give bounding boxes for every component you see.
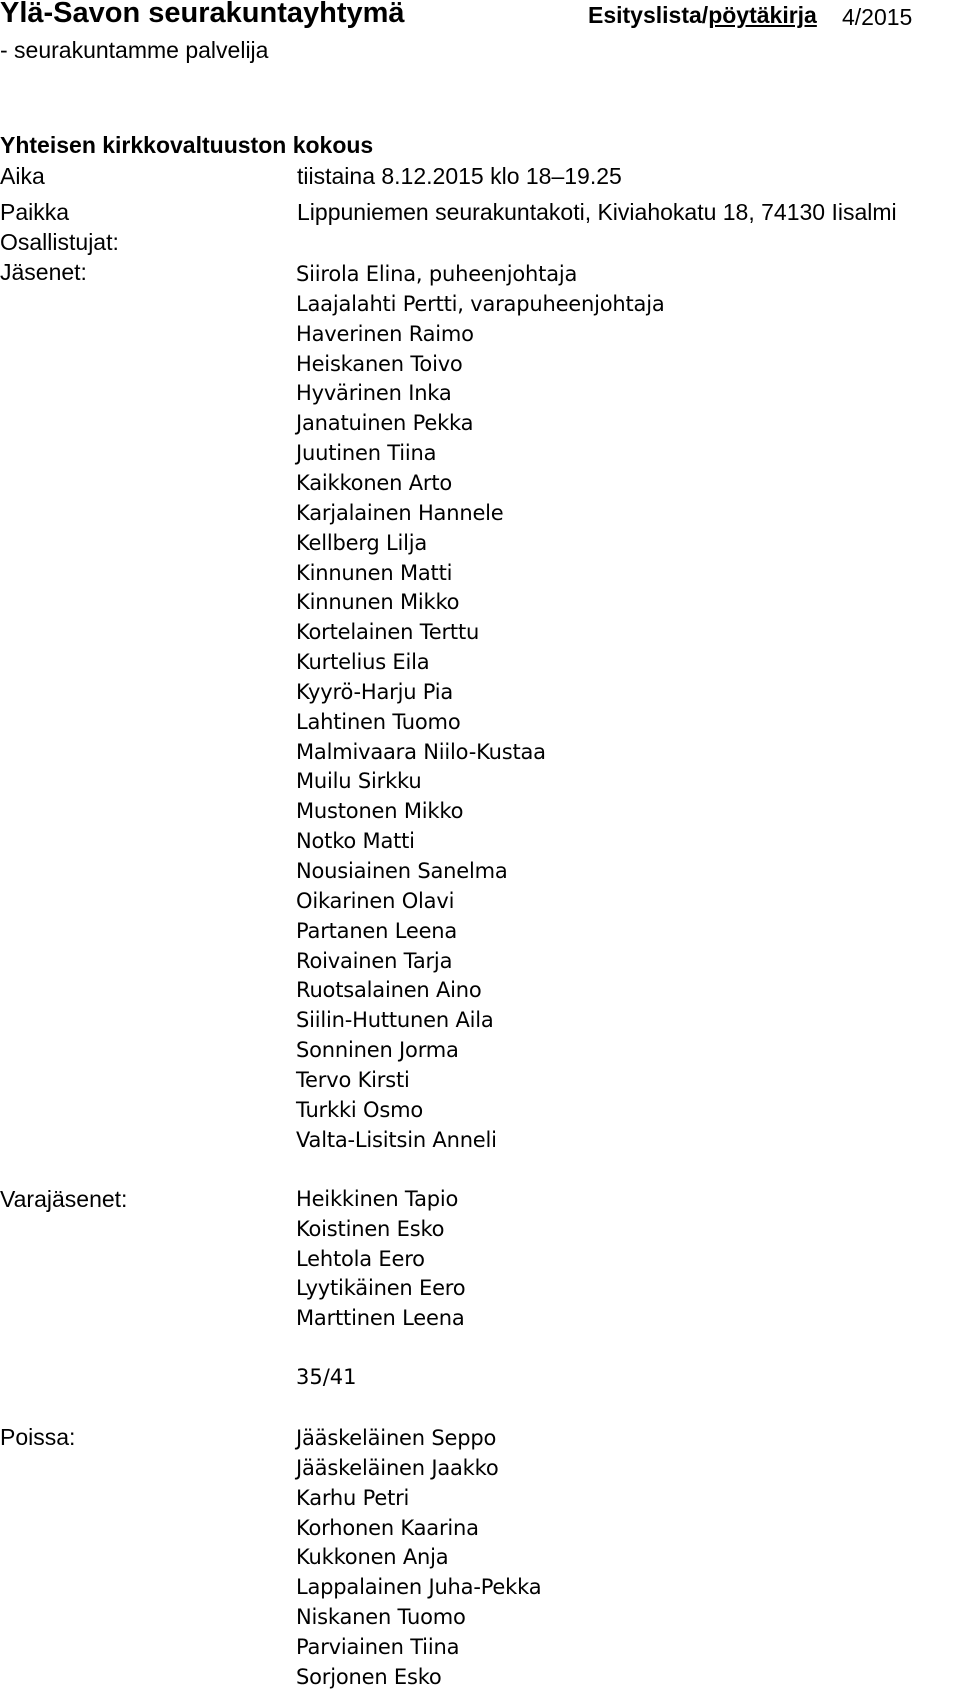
name-list-item: Kaikkonen Arto (296, 470, 453, 495)
name-list-item: Sorjonen Esko (296, 1664, 442, 1689)
name-list-item: Jääskeläinen Seppo (296, 1426, 497, 1450)
participants-label: Osallistujat: (0, 229, 119, 255)
name-list-item: Korhonen Kaarina (296, 1515, 479, 1540)
members-label: Jäsenet: (0, 259, 87, 285)
name-list-item: Roivainen Tarja (296, 948, 453, 973)
name-list-item: Kinnunen Matti (296, 560, 453, 585)
time-label: Aika (0, 163, 45, 189)
name-list-item: Siirola Elina, puheenjohtaja (296, 262, 578, 286)
name-list-item: Janatuinen Pekka (296, 411, 474, 436)
name-list-item: Parviainen Tiina (296, 1634, 460, 1659)
place-value: Lippuniemen seurakuntakoti, Kiviahokatu 18, 74130 Iisalmi (297, 199, 897, 225)
name-list-item: Juutinen Tiina (296, 441, 437, 466)
time-value: tiistaina 8.12.2015 klo 18–19.25 (297, 163, 622, 189)
name-list-item: Oikarinen Olavi (296, 888, 455, 913)
name-list-item: Valta-Lisitsin Anneli (296, 1127, 497, 1152)
name-list-item: Turkki Osmo (296, 1097, 423, 1122)
name-list-item: Partanen Leena (296, 918, 458, 943)
name-list-item: Ruotsalainen Aino (296, 978, 482, 1003)
name-list-item: Malmivaara Niilo-Kustaa (296, 739, 546, 764)
name-list-item: Mustonen Mikko (296, 799, 464, 824)
place-label: Paikka (0, 199, 70, 225)
name-list-item: Kukkonen Anja (296, 1545, 449, 1570)
name-list-item: Kortelainen Terttu (296, 620, 480, 645)
name-list-item: Muilu Sirkku (296, 769, 422, 794)
name-list-item: Hyvärinen Inka (296, 381, 452, 406)
organization-subtitle: - seurakuntamme palvelija (0, 37, 269, 63)
name-list-item: Lyytikäinen Eero (296, 1276, 466, 1301)
absent-label: Poissa: (0, 1424, 76, 1450)
name-list-item: Notko Matti (296, 829, 415, 854)
name-list-item: Laajalahti Pertti, varapuheenjohtaja (296, 291, 665, 316)
name-list-item: Jääskeläinen Jaakko (296, 1455, 499, 1480)
name-list-item: Niskanen Tuomo (296, 1605, 466, 1630)
name-list-item: Kyyrö-Harju Pia (296, 679, 454, 704)
document-type (588, 2, 817, 29)
deputies-label: Varajäsenet: (0, 1186, 128, 1212)
name-list-item: Siilin-Huttunen Aila (296, 1008, 494, 1033)
name-list-item: Karhu Petri (296, 1485, 410, 1510)
meeting-title: Yhteisen kirkkovaltuuston kokous (0, 132, 374, 158)
name-list-item: Tervo Kirsti (296, 1067, 410, 1092)
name-list-item: Kinnunen Mikko (296, 590, 460, 615)
document-type-underlined: pöytäkirja (708, 2, 817, 28)
name-list-item: Heikkinen Tapio (296, 1187, 459, 1211)
name-list-item: Lappalainen Juha-Pekka (296, 1575, 542, 1600)
name-list-item: Koistinen Esko (296, 1216, 445, 1241)
organization-name: Ylä-Savon seurakuntayhtymä (0, 0, 405, 29)
name-list-item: Karjalainen Hannele (296, 500, 504, 525)
name-list-item: Lahtinen Tuomo (296, 709, 461, 734)
name-list-item: Nousiainen Sanelma (296, 859, 508, 883)
name-list-item: Sonninen Jorma (296, 1038, 459, 1063)
document-number: 4/2015 (842, 4, 913, 30)
document-type-prefix: Esityslista/ (588, 2, 709, 28)
name-list-item: Haverinen Raimo (296, 321, 474, 346)
attendance-count: 35/41 (296, 1365, 357, 1389)
name-list-item: Marttinen Leena (296, 1306, 465, 1331)
name-list-item: Lehtola Eero (296, 1246, 425, 1271)
name-list-item: Heiskanen Toivo (296, 351, 463, 376)
name-list-item: Kurtelius Eila (296, 650, 430, 675)
name-list-item: Kellberg Lilja (296, 530, 428, 555)
